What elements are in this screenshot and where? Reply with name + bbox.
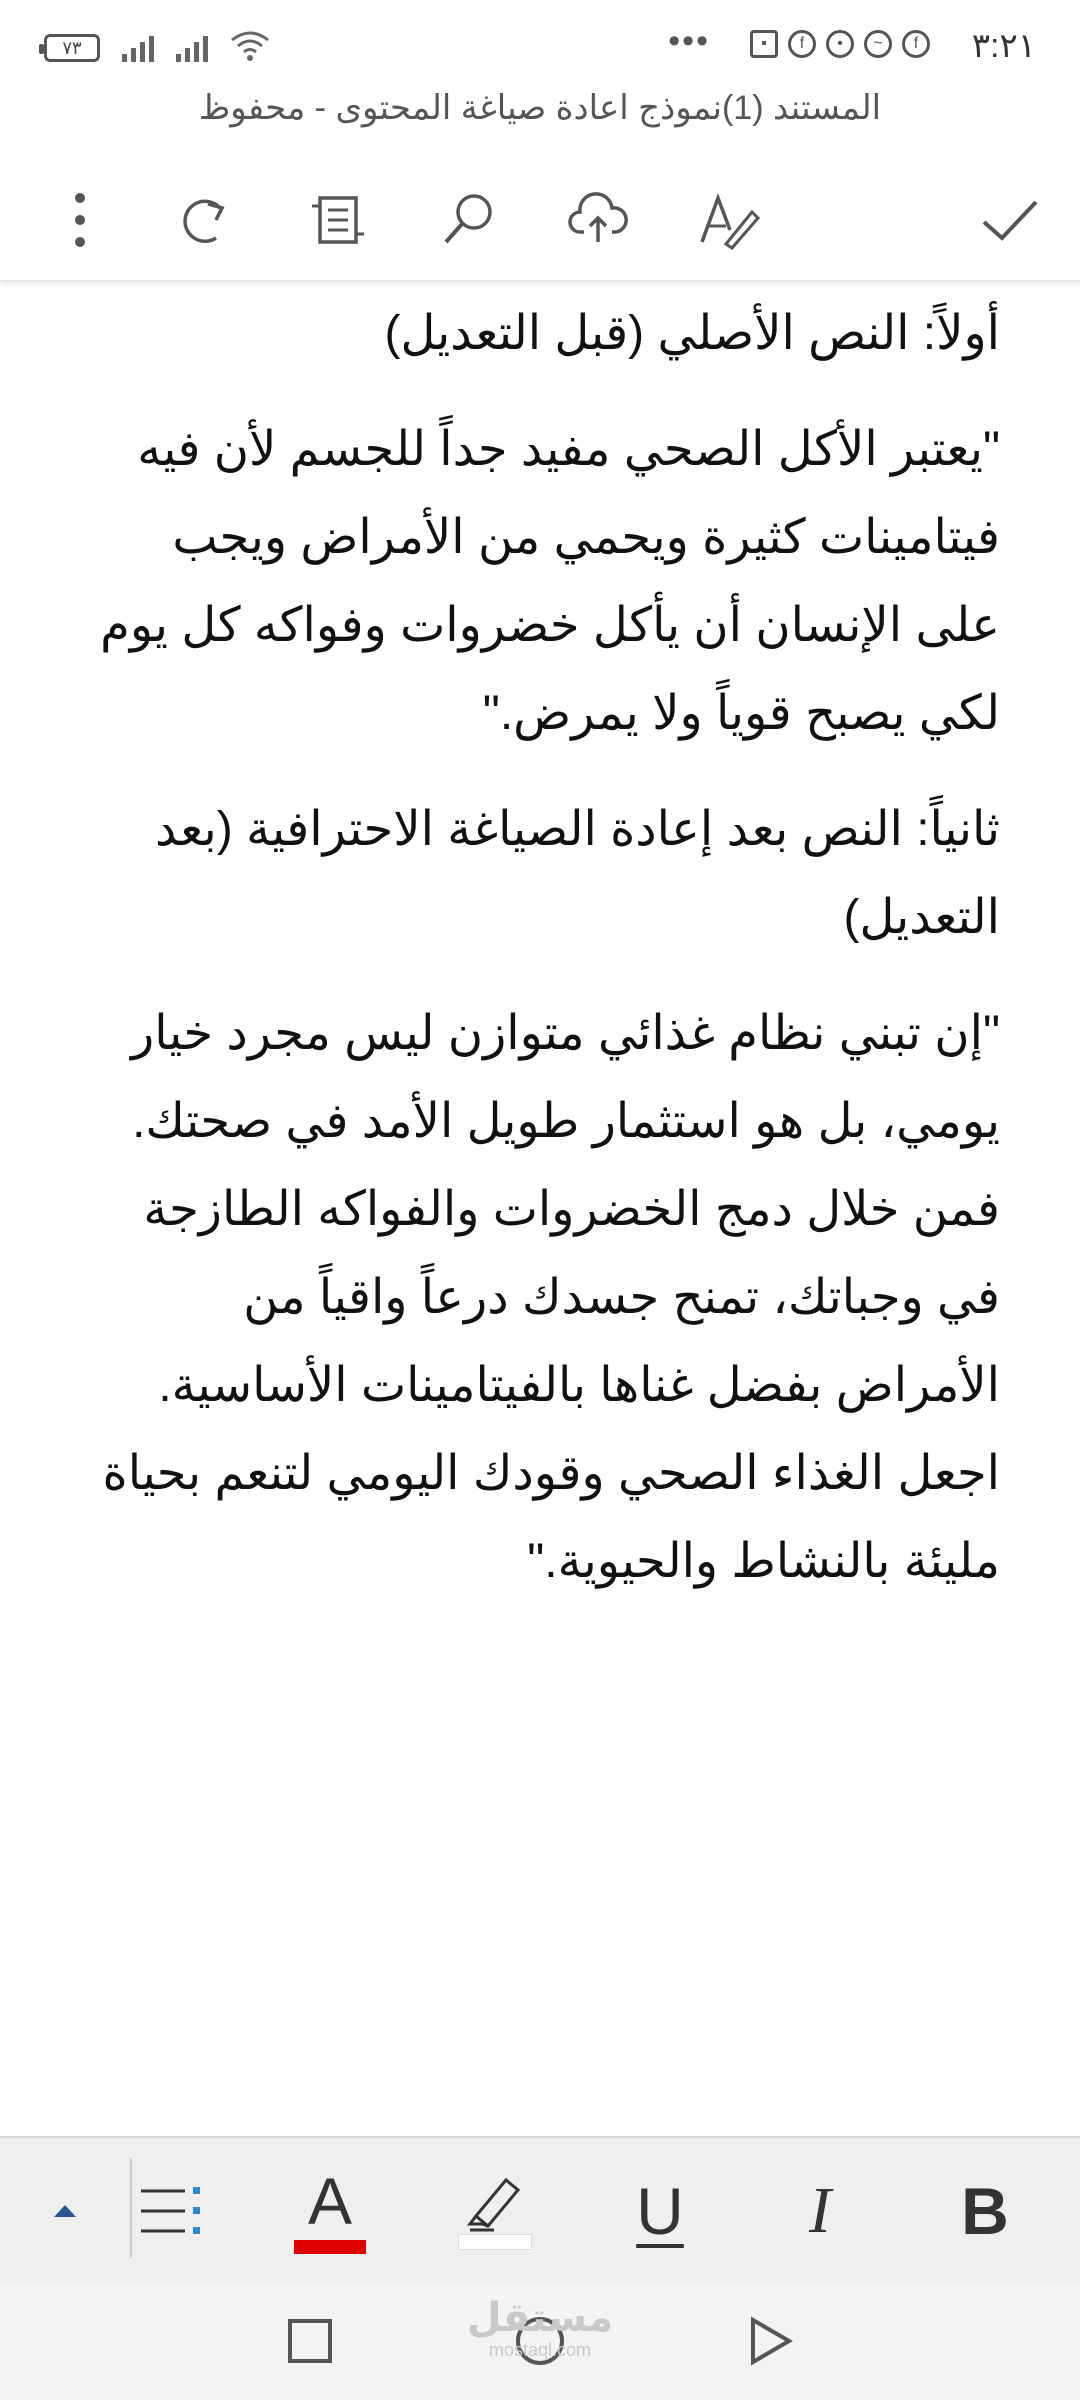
done-check-icon	[978, 188, 1042, 252]
paragraph-rewritten-text: "إن تبني نظام غذائي متوازن ليس مجرد خيار يومي، بل هو استثمار طويل الأمد في صحتك. فمن خلال دمج الخضروات والفواكه الطازجة في وجباتك، تمنح جسدك درعاً واقياً من الأمراض بفضل غناها بالفيتامينات الأساسية. اجعل الغذاء الصحي وقودك اليومي لتنعم بحياة مليئة بالنشاط والحيوية."	[102, 1007, 1000, 1588]
more-icon	[48, 188, 112, 252]
document-title: المستند (1)نموذج اعادة صياغة المحتوى - محفوظ	[198, 89, 882, 127]
watermark	[460, 2296, 620, 2360]
top-toolbar	[0, 160, 1080, 282]
document-body[interactable]	[90, 290, 1000, 1634]
clock: ٣:٢١	[971, 27, 1036, 65]
recents-button[interactable]	[275, 2306, 345, 2376]
page-view-icon	[306, 188, 370, 252]
more-options-button[interactable]	[40, 180, 120, 260]
redo-button[interactable]	[168, 180, 248, 260]
edit-pen-icon	[696, 188, 760, 252]
underline-button[interactable]	[620, 2138, 700, 2283]
list-format-button[interactable]	[132, 2138, 212, 2283]
edit-button[interactable]	[688, 180, 768, 260]
battery-icon	[44, 34, 100, 62]
format-toolbar	[0, 2136, 1080, 2283]
chat-icon: •	[826, 30, 854, 58]
list-icon	[137, 2181, 207, 2241]
italic-letter: I	[809, 2173, 831, 2247]
square-icon	[285, 2316, 335, 2366]
heading-rewritten-text: ثانياً: النص بعد إعادة الصياغة الاحترافية (بعد التعديل)	[155, 803, 1000, 944]
cloud-upload-icon	[566, 188, 630, 252]
facebook-icon: f	[902, 30, 930, 58]
facebook-icon: f	[788, 30, 816, 58]
font-color-swatch	[294, 2240, 366, 2254]
highlight-button[interactable]	[455, 2138, 535, 2283]
done-button[interactable]	[970, 180, 1050, 260]
watermark-latin: mostaql.com	[488, 2340, 592, 2360]
messenger-icon: ~	[864, 30, 892, 58]
caret-up-icon	[50, 2201, 80, 2221]
search-button[interactable]	[428, 180, 508, 260]
highlight-swatch	[458, 2234, 532, 2250]
triangle-icon	[745, 2314, 795, 2368]
highlighter-icon	[460, 2172, 530, 2232]
notification-icons	[750, 30, 930, 58]
status-indicators	[44, 30, 270, 62]
photo-notification-icon: ▪	[750, 30, 778, 58]
redo-icon	[176, 188, 240, 252]
bold-button[interactable]	[945, 2138, 1025, 2283]
underline-letter: U	[636, 2173, 684, 2248]
search-icon	[436, 188, 500, 252]
font-color-letter: A	[307, 2163, 353, 2238]
battery-level: ٧٣	[62, 38, 82, 58]
watermark-arabic: مستقل	[466, 2296, 614, 2340]
signal-icon	[176, 32, 208, 62]
expand-toolbar-button[interactable]	[40, 2138, 90, 2283]
heading-original-text: أولاً: النص الأصلي (قبل التعديل)	[384, 307, 1000, 360]
back-button[interactable]	[735, 2306, 805, 2376]
page-view-button[interactable]	[298, 180, 378, 260]
wifi-icon	[230, 30, 270, 62]
paragraph-original-text: "يعتبر الأكل الصحي مفيد جداً للجسم لأن فيه فيتامينات كثيرة ويحمي من الأمراض ويجب على الإنسان أن يأكل خضروات وفواكه كل يوم لكي يصبح قوياً ولا يمرض."	[100, 423, 1000, 740]
more-notifications-icon: •••	[668, 22, 710, 60]
cloud-upload-button[interactable]	[558, 180, 638, 260]
status-bar	[0, 0, 1080, 90]
font-color-button[interactable]	[290, 2138, 370, 2283]
bold-letter: B	[961, 2173, 1009, 2248]
italic-button[interactable]	[780, 2138, 860, 2283]
signal-icon	[122, 32, 154, 62]
